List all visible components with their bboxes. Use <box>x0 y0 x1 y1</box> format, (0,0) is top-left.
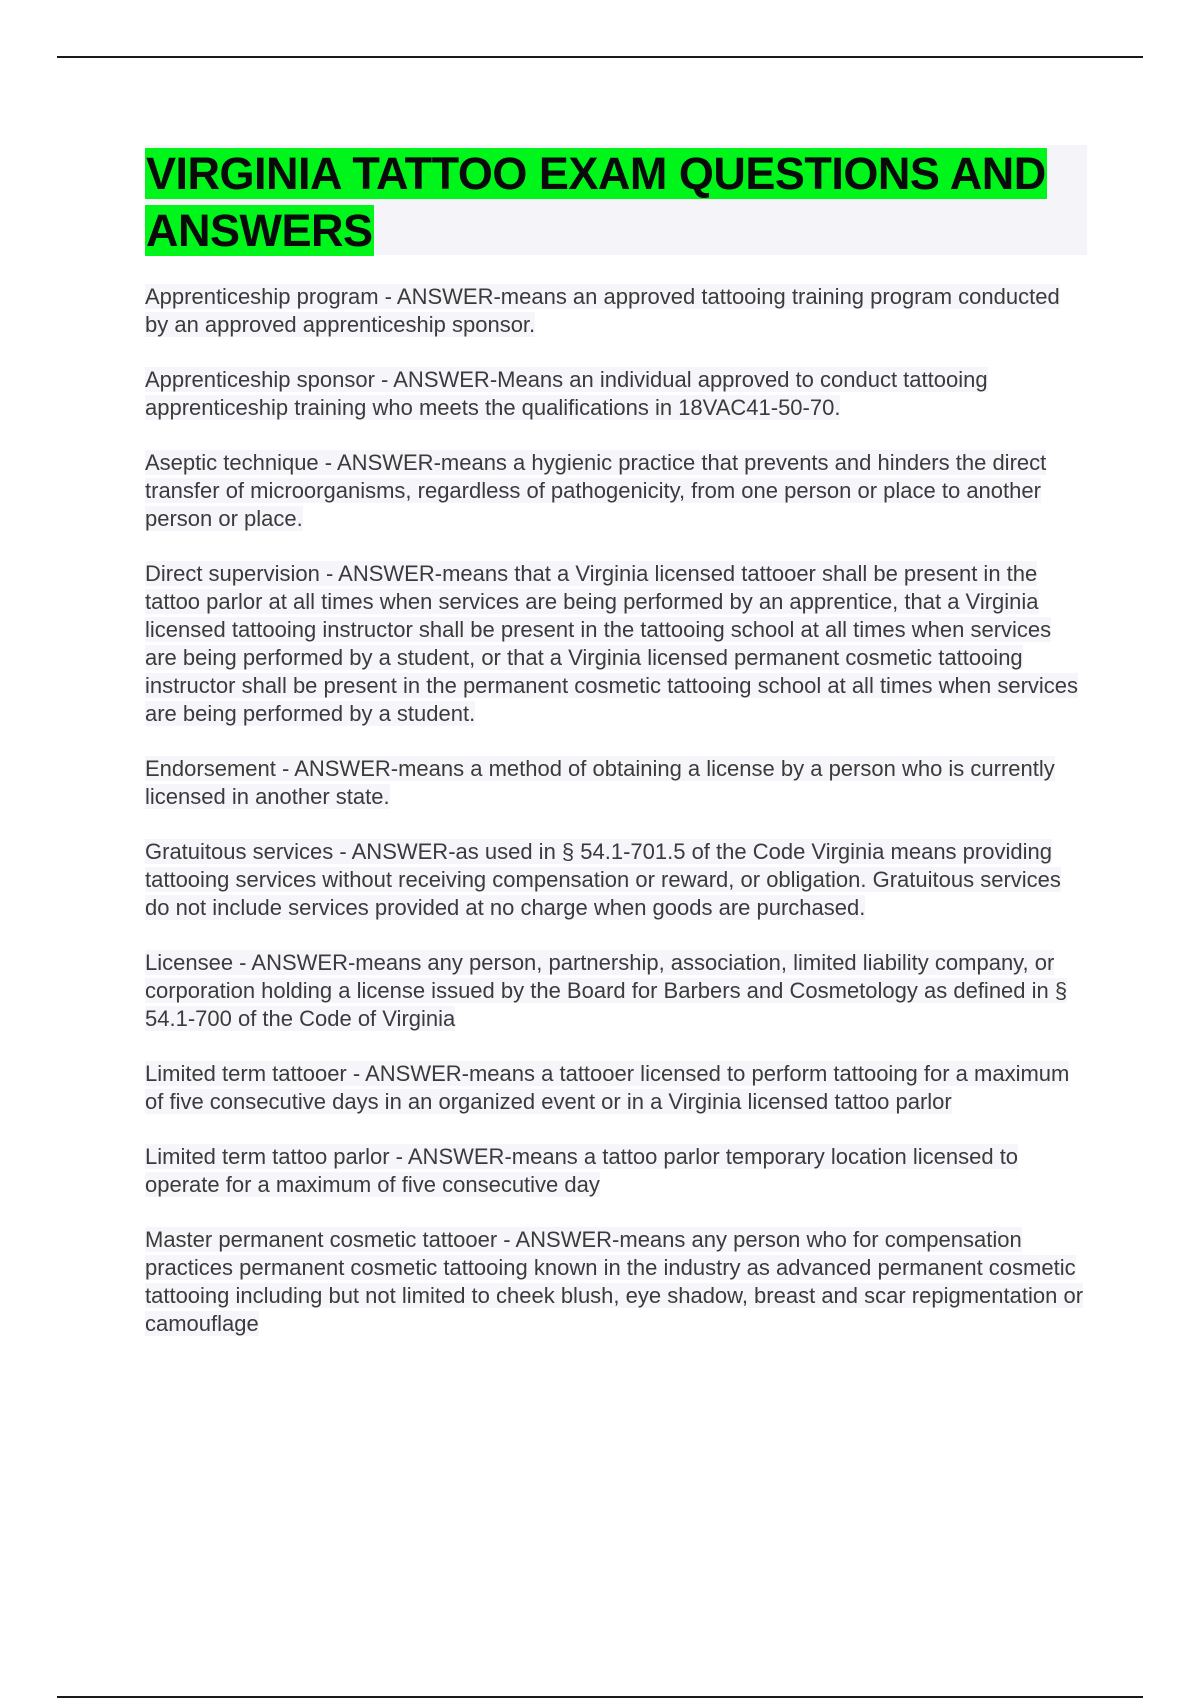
entry-text: Aseptic technique - ANSWER-means a hygienic practice that prevents and hinders the direct transfer of microorganisms, regardless of pathogenicity, from one person or place to another person or place. <box>145 450 1047 531</box>
entry-text: Gratuitous services - ANSWER-as used in § 54.1-701.5 of the Code Virginia means providing tattooing services without receiving compensation or reward, or obligation. Gratuitous services do not include services provided at no charge when goods are purchased. <box>145 839 1061 920</box>
bottom-rule <box>57 1696 1143 1698</box>
entry-text: Apprenticeship sponsor - ANSWER-Means an individual approved to conduct tattooing apprenticeship training who meets the qualifications in 18VAC41-50-70. <box>145 367 988 420</box>
entry-endorsement <box>145 755 1087 811</box>
document-body <box>145 145 1087 1365</box>
entry-direct-supervision <box>145 560 1087 728</box>
entry-limited-term-tattooer <box>145 1060 1087 1116</box>
entry-text: Apprenticeship program - ANSWER-means an approved tattooing training program conducted by an approved apprenticeship sponsor. <box>145 284 1060 337</box>
entry-apprenticeship-program <box>145 283 1087 339</box>
entry-limited-term-tattoo-parlor <box>145 1143 1087 1199</box>
entry-master-permanent-cosmetic-tattooer <box>145 1226 1087 1338</box>
entry-text: Limited term tattooer - ANSWER-means a tattooer licensed to perform tattooing for a maximum of five consecutive days in an organized event or in a Virginia licensed tattoo parlor <box>145 1061 1070 1114</box>
entry-text: Limited term tattoo parlor - ANSWER-means a tattoo parlor temporary location licensed to operate for a maximum of five consecutive day <box>145 1144 1019 1197</box>
top-rule <box>57 56 1143 58</box>
page-title-text: VIRGINIA TATTOO EXAM QUESTIONS AND ANSWERS <box>146 148 1046 256</box>
page-title <box>145 145 1087 259</box>
entry-licensee <box>145 949 1087 1033</box>
entry-aseptic-technique <box>145 449 1087 533</box>
entry-text: Master permanent cosmetic tattooer - ANSWER-means any person who for compensation practices permanent cosmetic tattooing known in the industry as advanced permanent cosmetic tattooing including but not limited to cheek blush, eye shadow, breast and scar repigmentation or camouflage <box>145 1227 1084 1336</box>
title-block <box>145 145 1087 255</box>
entry-text: Licensee - ANSWER-means any person, partnership, association, limited liability company, or corporation holding a license issued by the Board for Barbers and Cosmetology as defined in § 54.1-700 of the Code of Virginia <box>145 950 1068 1031</box>
entry-text: Endorsement - ANSWER-means a method of obtaining a license by a person who is currently licensed in another state. <box>145 756 1055 809</box>
entry-text: Direct supervision - ANSWER-means that a Virginia licensed tattooer shall be present in the tattoo parlor at all times when services are being performed by an apprentice, that a Virginia licensed tattooing instructor shall be present in the tattooing school at all times when services are being performed by a student, or that a Virginia licensed permanent cosmetic tattooing instructor shall be present in the permanent cosmetic tattooing school at all times when services are being performed by a student. <box>145 561 1079 726</box>
entry-gratuitous-services <box>145 838 1087 922</box>
entry-apprenticeship-sponsor <box>145 366 1087 422</box>
